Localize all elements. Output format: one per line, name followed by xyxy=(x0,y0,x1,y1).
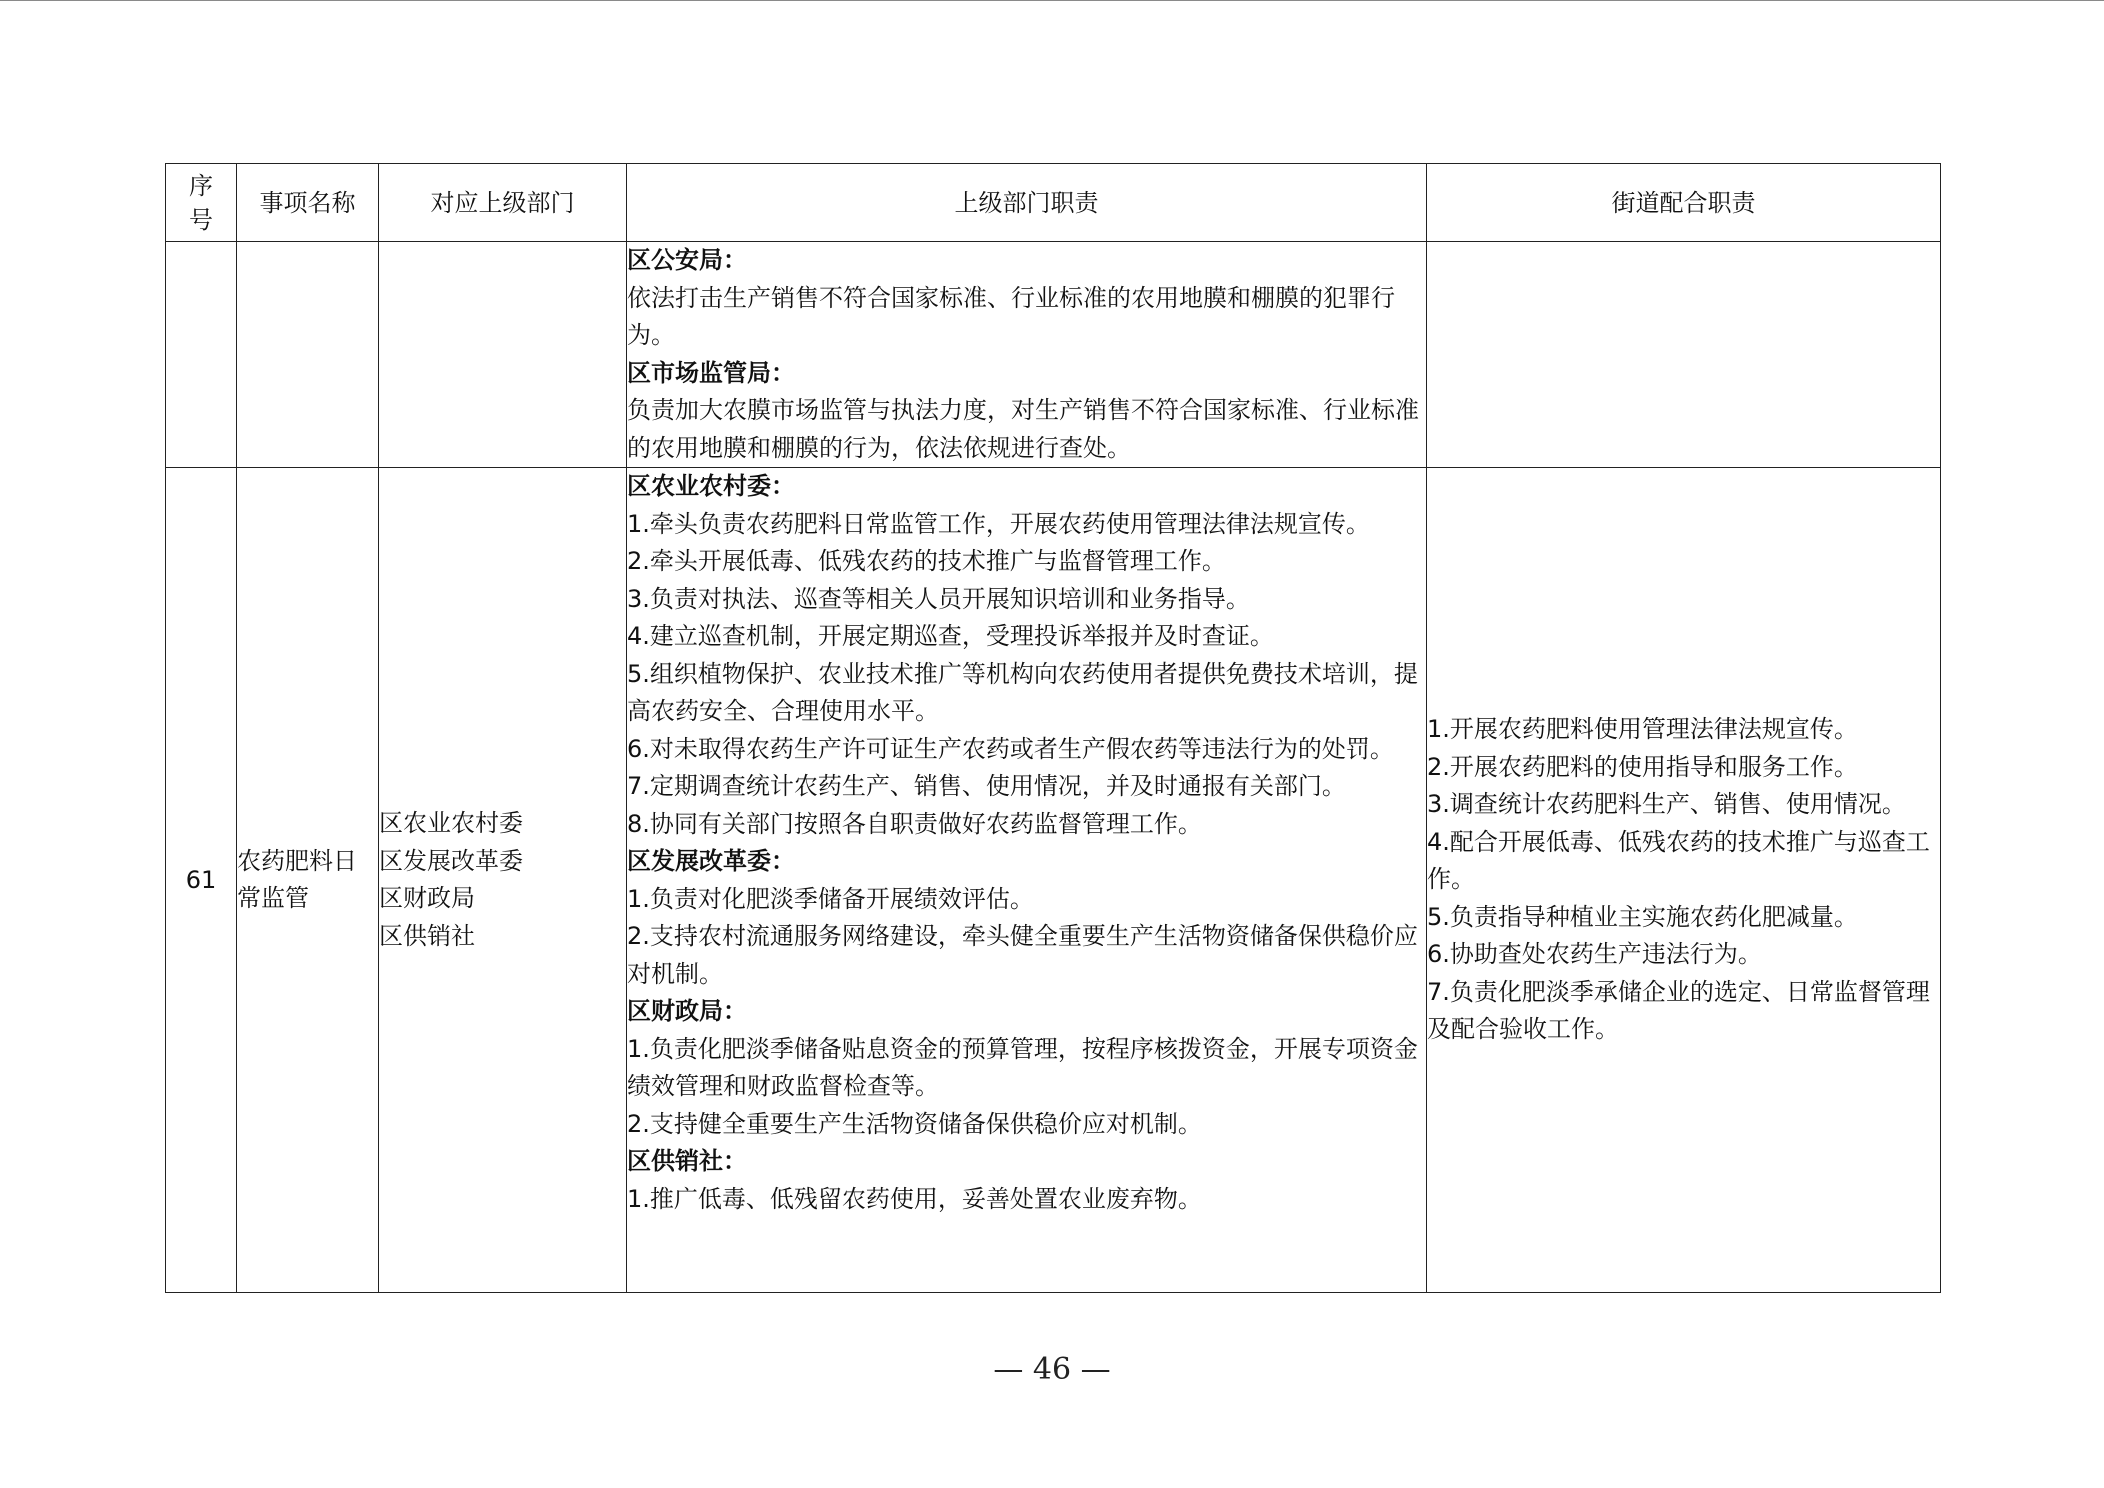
section-title: 区供销社： xyxy=(627,1147,747,1175)
header-seq-top: 序 xyxy=(189,171,213,200)
duty-item: 1.负责化肥淡季储备贴息资金的预算管理，按程序核拨资金，开展专项资金绩效管理和财政监督检查等。 xyxy=(627,1034,1418,1100)
header-seq xyxy=(166,164,237,242)
street-item: 3.调查统计农药肥料生产、销售、使用情况。 xyxy=(1427,790,1906,819)
cell-street-duty xyxy=(1427,242,1941,468)
table-row-61 xyxy=(166,468,1941,1293)
duty-item: 2.支持健全重要生产生活物资储备保供稳价应对机制。 xyxy=(627,1109,1202,1138)
table-row-continued xyxy=(166,242,1941,468)
section-title: 区公安局： xyxy=(627,246,747,274)
dept-item: 区发展改革委 xyxy=(379,846,523,875)
section-title: 区农业农村委： xyxy=(627,472,795,500)
street-item: 2.开展农药肥料的使用指导和服务工作。 xyxy=(1427,752,1858,781)
duty-item: 1.牵头负责农药肥料日常监管工作，开展农药使用管理法律法规宣传。 xyxy=(627,509,1370,538)
cell-item-name: 农药肥料日常监管 xyxy=(237,468,379,1293)
header-seq-bottom: 号 xyxy=(189,205,213,234)
page-number: — 46 — xyxy=(993,1352,1111,1387)
dept-item: 区农业农村委 xyxy=(379,809,523,837)
duty-item: 依法打击生产销售不符合国家标准、行业标准的农用地膜和棚膜的犯罪行为。 xyxy=(627,283,1395,349)
street-item: 1.开展农药肥料使用管理法律法规宣传。 xyxy=(1427,715,1858,744)
cell-dept-duty xyxy=(627,468,1427,1293)
street-item: 6.协助查处农药生产违法行为。 xyxy=(1427,940,1762,969)
duty-item: 2.牵头开展低毒、低残农药的技术推广与监督管理工作。 xyxy=(627,547,1226,575)
header-street-duty: 街道配合职责 xyxy=(1427,164,1941,242)
duty-item: 3.负责对执法、巡查等相关人员开展知识培训和业务指导。 xyxy=(627,584,1250,613)
cell-dept xyxy=(379,242,627,468)
dept-item: 区财政局 xyxy=(379,884,475,912)
cell-street-duty xyxy=(1427,468,1941,1293)
table-header-row xyxy=(166,164,1941,242)
duty-item: 7.定期调查统计农药生产、销售、使用情况，并及时通报有关部门。 xyxy=(627,772,1346,800)
cell-dept-duty xyxy=(627,242,1427,468)
top-border-line xyxy=(0,0,2104,1)
duty-item: 2.支持农村流通服务网络建设，牵头健全重要生产生活物资储备保供稳价应对机制。 xyxy=(627,922,1418,988)
section-title: 区发展改革委： xyxy=(627,847,795,875)
header-item-name: 事项名称 xyxy=(237,164,379,242)
header-dept: 对应上级部门 xyxy=(379,164,627,242)
duty-item: 1.负责对化肥淡季储备开展绩效评估。 xyxy=(627,884,1034,913)
duty-item: 5.组织植物保护、农业技术推广等机构向农药使用者提供免费技术培训，提高农药安全、合理使用水平。 xyxy=(627,659,1418,725)
header-dept-duty: 上级部门职责 xyxy=(627,164,1427,242)
duty-item: 8.协同有关部门按照各自职责做好农药监督管理工作。 xyxy=(627,809,1202,838)
duty-item: 1.推广低毒、低残留农药使用，妥善处置农业废弃物。 xyxy=(627,1184,1202,1213)
cell-dept xyxy=(379,468,627,1293)
duty-item: 6.对未取得农药生产许可证生产农药或者生产假农药等违法行为的处罚。 xyxy=(627,734,1394,763)
street-item: 4.配合开展低毒、低残农药的技术推广与巡查工作。 xyxy=(1427,827,1930,894)
duty-table xyxy=(165,163,1941,1293)
street-item: 5.负责指导种植业主实施农药化肥减量。 xyxy=(1427,902,1858,931)
cell-item-name xyxy=(237,242,379,468)
duty-item: 4.建立巡查机制，开展定期巡查，受理投诉举报并及时查证。 xyxy=(627,622,1274,650)
cell-seq: 61 xyxy=(166,468,237,1293)
cell-seq xyxy=(166,242,237,468)
street-item: 7.负责化肥淡季承储企业的选定、日常监督管理及配合验收工作。 xyxy=(1427,977,1930,1044)
section-title: 区市场监管局： xyxy=(627,358,795,387)
section-title: 区财政局： xyxy=(627,997,747,1025)
dept-item: 区供销社 xyxy=(379,921,475,950)
duty-item: 负责加大农膜市场监管与执法力度，对生产销售不符合国家标准、行业标准的农用地膜和棚膜的行为，依法依规进行查处。 xyxy=(627,396,1419,462)
